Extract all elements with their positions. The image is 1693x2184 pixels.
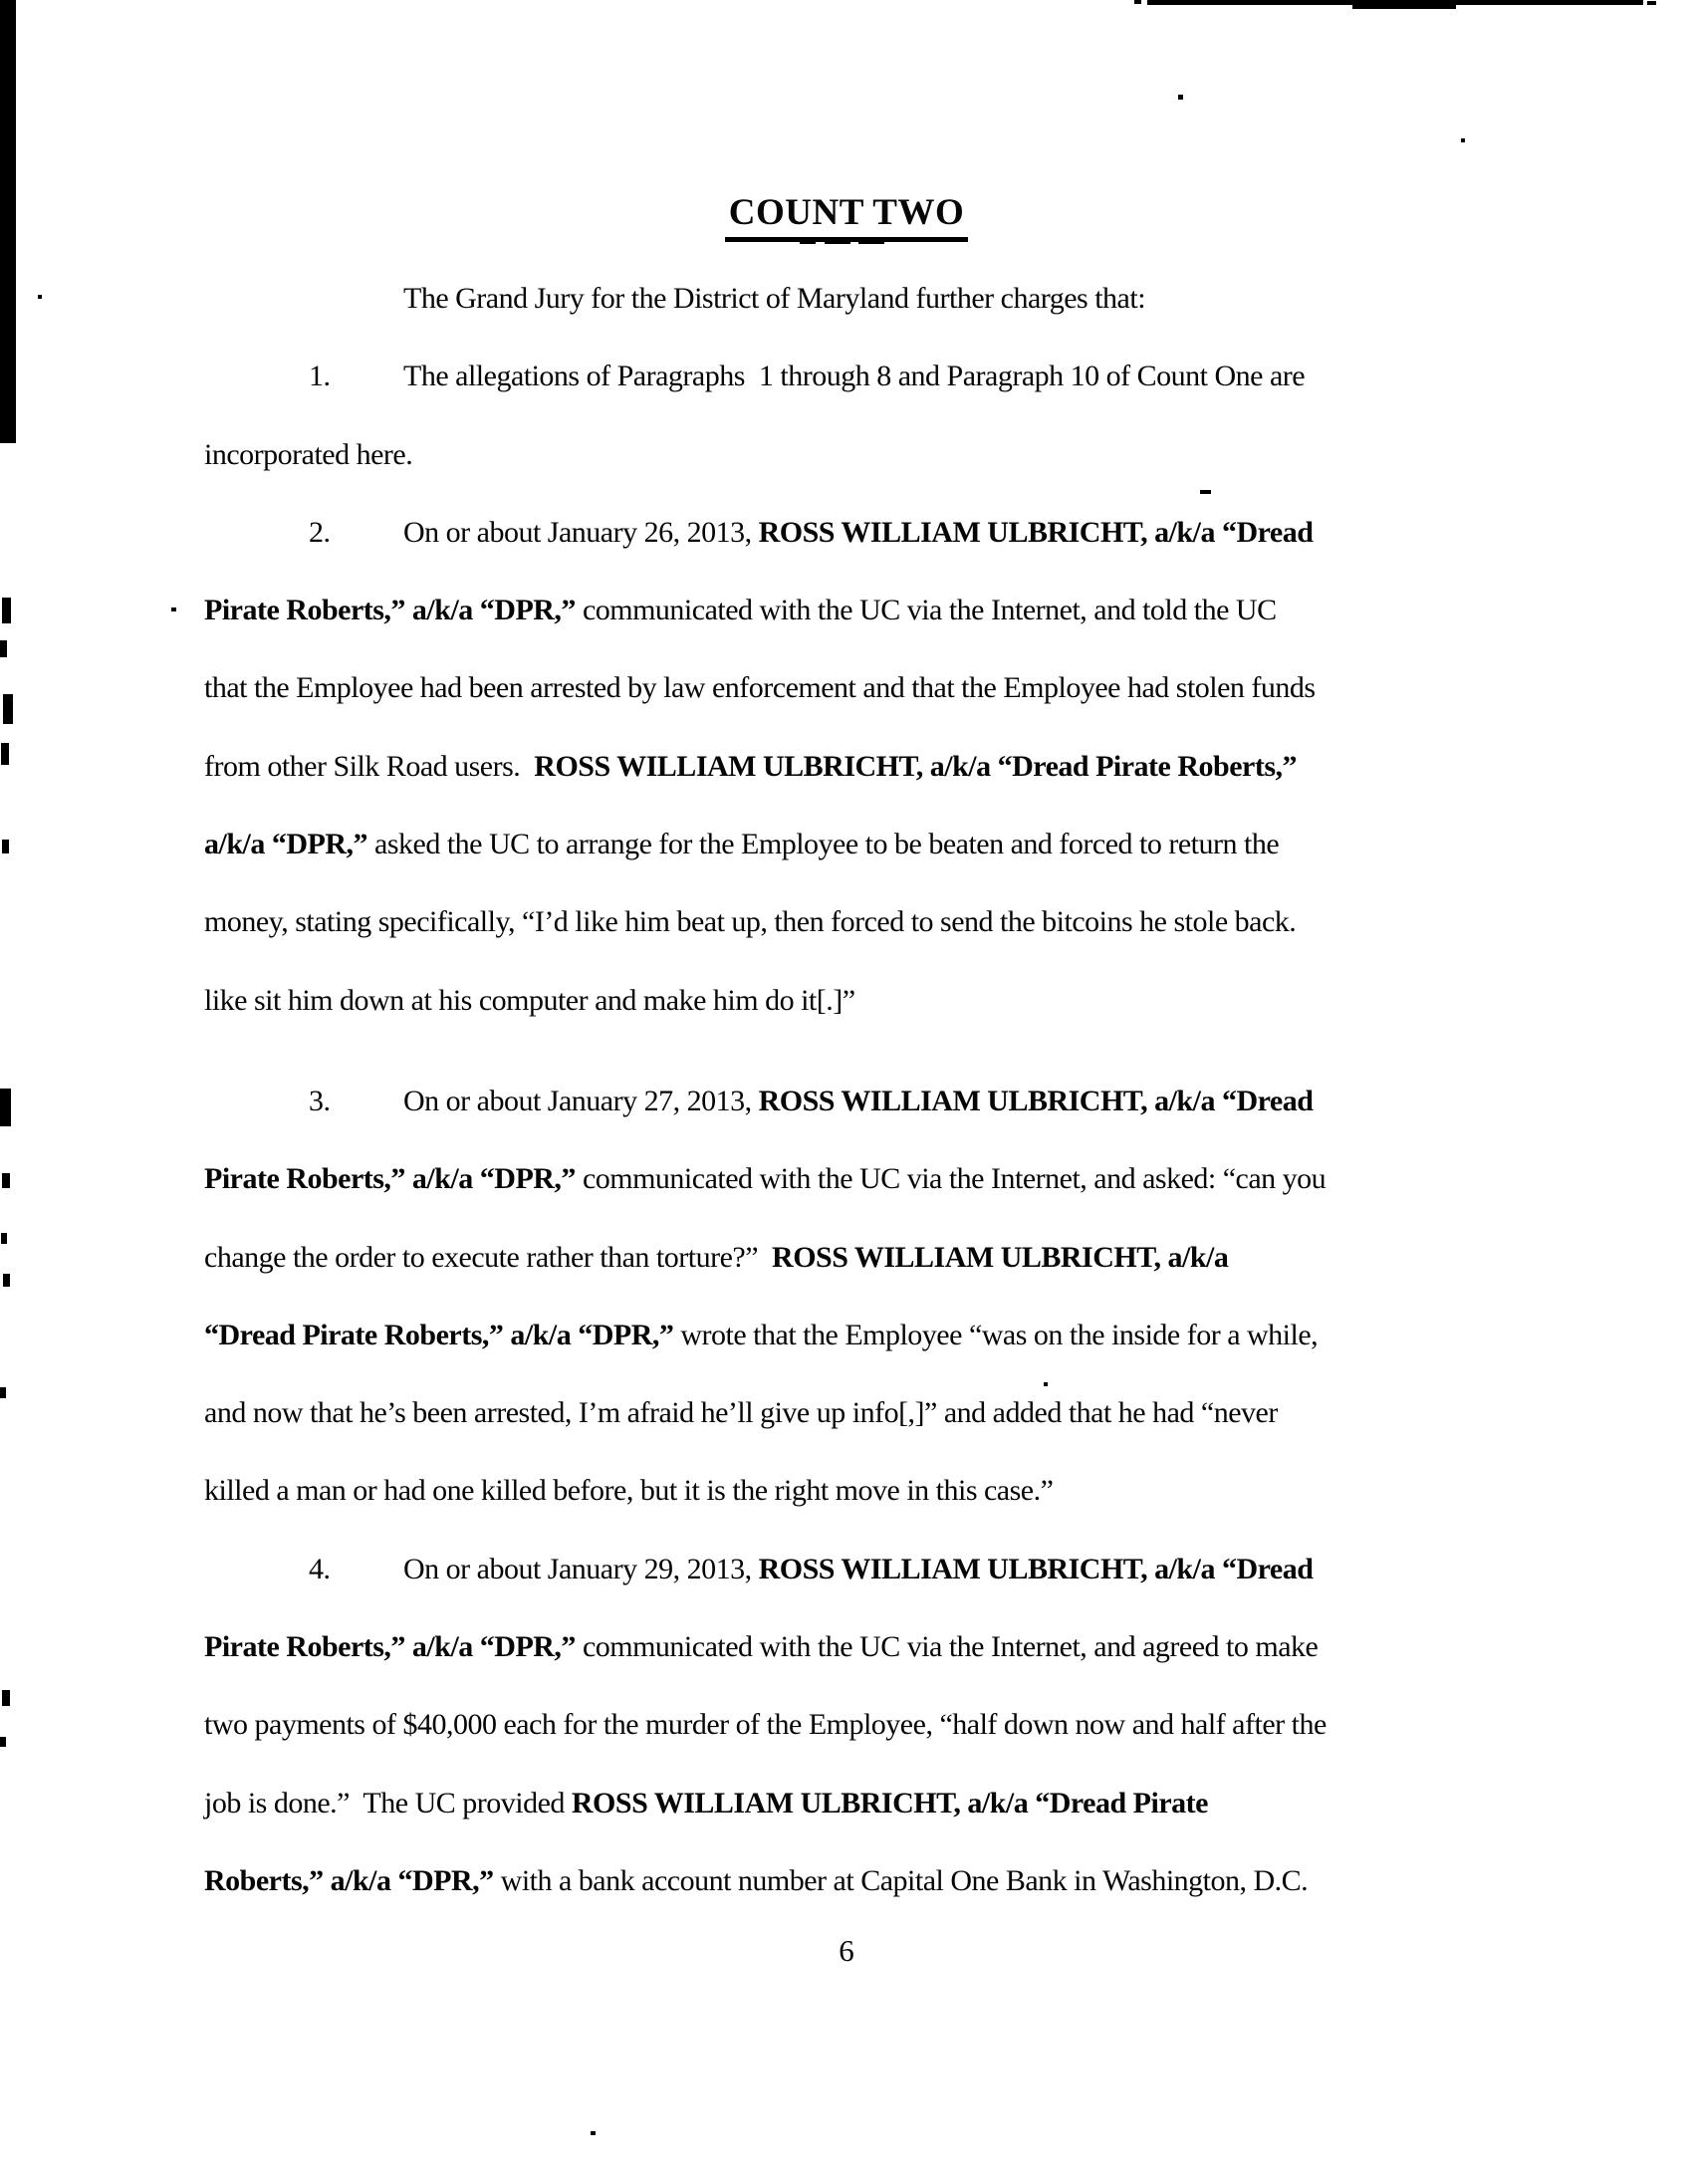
defendant-name-text: ROSS WILLIAM ULBRICHT, a/k/a “Dread Pirate Roberts,” — [534, 750, 1298, 783]
document-line — [204, 1474, 1053, 1508]
defendant-name-text: ROSS WILLIAM ULBRICHT, a/k/a — [772, 1241, 1229, 1274]
defendant-name-text: “Dread Pirate Roberts,” a/k/a “DPR,” — [204, 1319, 674, 1351]
document-line — [204, 1787, 1208, 1820]
document-line — [204, 1864, 1308, 1898]
document-line — [204, 360, 1305, 393]
body-text: communicated with the UC via the Internet, and agreed to make — [575, 1630, 1319, 1663]
body-text: like sit him down at his computer and make him do it[.]” — [204, 984, 855, 1017]
scan-speck — [1461, 138, 1465, 142]
body-text: communicated with the UC via the Internet, and asked: “can you — [575, 1162, 1327, 1195]
scan-artifact — [2, 1690, 10, 1706]
page-number: 6 — [839, 1933, 854, 1968]
scan-artifact — [3, 694, 13, 724]
paragraph-number: 3. — [309, 1085, 331, 1117]
scan-speck — [171, 607, 176, 611]
body-text: with a bank account number at Capital One Bank in Washington, D.C. — [493, 1864, 1309, 1897]
scan-speck — [591, 2131, 596, 2135]
scan-speck — [1044, 1382, 1048, 1386]
document-line — [204, 828, 1279, 861]
body-text: The allegations of Paragraphs 1 through 8 and Paragraph 10 of Count One are — [403, 360, 1306, 392]
defendant-name-text: ROSS WILLIAM ULBRICHT, a/k/a “Dread — [758, 1085, 1314, 1117]
body-text: job is done.” The UC provided — [204, 1787, 572, 1820]
document-line — [204, 984, 855, 1018]
document-line — [204, 671, 1316, 705]
document-line — [204, 1162, 1326, 1196]
heading-row — [0, 191, 1693, 242]
body-text: The Grand Jury for the District of Maryland further charges that: — [403, 282, 1146, 315]
document-line — [204, 1241, 1228, 1275]
defendant-name-text: Pirate Roberts,” a/k/a “DPR,” — [204, 594, 576, 626]
scan-speck — [38, 295, 42, 299]
defendant-name-text: ROSS WILLIAM ULBRICHT, a/k/a “Dread — [758, 516, 1314, 549]
body-text: wrote that the Employee “was on the inside for a while, — [673, 1319, 1319, 1351]
document-line — [204, 905, 1296, 939]
document-line — [204, 1319, 1318, 1352]
body-text: killed a man or had one killed before, but it is the right move in this case.” — [204, 1474, 1054, 1507]
scan-artifact-underline-fragment — [825, 240, 850, 244]
count-heading: COUNT TWO — [725, 191, 969, 242]
scan-artifact — [1647, 1, 1656, 5]
scan-artifact-underline-fragment — [800, 241, 816, 244]
document-line — [204, 516, 1313, 550]
document-line — [204, 1708, 1327, 1742]
scan-artifact — [0, 1737, 6, 1747]
body-text: and now that he’s been arrested, I’m afraid he’ll give up info[,]” and added that he had “never — [204, 1396, 1278, 1429]
body-text: that the Employee had been arrested by law enforcement and that the Employee had stolen funds — [204, 671, 1316, 704]
paragraph-number: 2. — [309, 516, 331, 549]
document-line — [204, 1553, 1313, 1586]
defendant-name-text: Roberts,” a/k/a “DPR,” — [204, 1864, 494, 1897]
scan-artifact — [1, 1233, 7, 1244]
scan-artifact — [0, 1387, 6, 1398]
scan-artifact — [3, 1274, 10, 1287]
scan-artifact — [2, 598, 11, 623]
scan-artifact — [0, 640, 7, 657]
scan-artifact-underline-fragment — [858, 240, 884, 244]
document-line — [204, 438, 412, 472]
scan-artifact — [1352, 0, 1456, 9]
scan-artifact — [1, 743, 9, 765]
paragraph-number: 1. — [309, 360, 331, 392]
body-text: communicated with the UC via the Internet, and told the UC — [575, 594, 1277, 626]
scan-artifact — [1134, 0, 1141, 4]
document-line — [204, 1085, 1313, 1118]
defendant-name-text: a/k/a “DPR,” — [204, 828, 368, 860]
body-text: two payments of $40,000 each for the murder of the Employee, “half down now and half after the — [204, 1708, 1327, 1741]
body-text: On or about January 27, 2013, — [403, 1085, 759, 1117]
document-line — [204, 1396, 1278, 1430]
document-line — [204, 750, 1297, 784]
scan-artifact — [2, 840, 9, 853]
defendant-name-text: Pirate Roberts,” a/k/a “DPR,” — [204, 1162, 576, 1195]
defendant-name-text: ROSS WILLIAM ULBRICHT, a/k/a “Dread Pirate — [571, 1787, 1208, 1820]
document-line — [204, 594, 1277, 627]
body-text: incorporated here. — [204, 438, 413, 471]
body-text: money, stating specifically, “I’d like him beat up, then forced to send the bitcoins he stole back. — [204, 905, 1297, 938]
scan-artifact — [0, 1089, 11, 1126]
document-line — [204, 1630, 1318, 1664]
document-line — [204, 282, 1145, 316]
body-text: asked the UC to arrange for the Employee to be beaten and forced to return the — [367, 828, 1280, 860]
body-text: change the order to execute rather than torture?” — [204, 1241, 773, 1274]
body-text: On or about January 26, 2013, — [403, 516, 759, 549]
scan-speck — [1200, 490, 1211, 494]
body-text: On or about January 29, 2013, — [403, 1553, 759, 1585]
body-text: from other Silk Road users. — [204, 750, 535, 783]
defendant-name-text: ROSS WILLIAM ULBRICHT, a/k/a “Dread — [758, 1553, 1314, 1585]
defendant-name-text: Pirate Roberts,” a/k/a “DPR,” — [204, 1630, 576, 1663]
paragraph-number: 4. — [309, 1553, 331, 1585]
scan-artifact — [2, 1173, 10, 1188]
scan-speck — [1178, 95, 1183, 100]
